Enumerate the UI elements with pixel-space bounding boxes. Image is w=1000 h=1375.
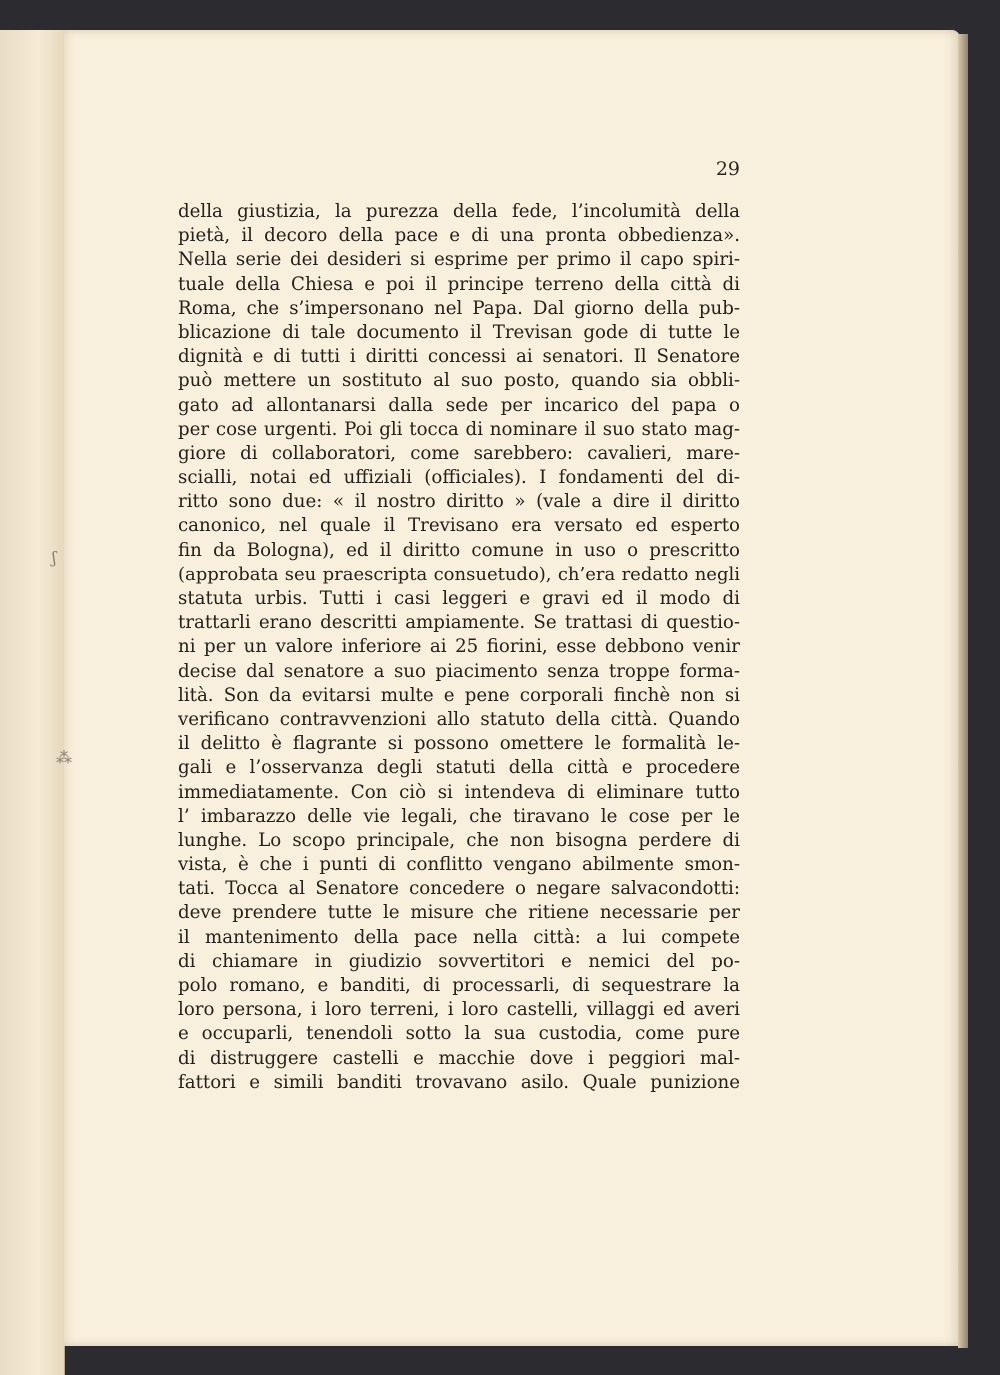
page-fore-edge: [958, 34, 968, 1348]
text-line: ni per un valore inferiore ai 25 fiorini, esse debbono venir: [178, 636, 740, 658]
left-page-edge: [0, 30, 65, 1375]
text-line: dignità e di tutti i diritti concessi ai senatori. Il Senatore: [178, 346, 740, 368]
page-number: 29: [715, 158, 740, 180]
margin-mark: ⁂: [56, 748, 72, 767]
text-line: scialli, notai ed uffiziali (officiales). I fondamenti del di-: [178, 467, 740, 489]
text-line: blicazione di tale documento il Trevisan gode di tutte le: [178, 321, 740, 343]
text-line: (approbata seu praescripta consuetudo), ch’era redatto negli: [178, 563, 740, 585]
text-line: gato ad allontanarsi dalla sede per incarico del papa o: [178, 394, 740, 416]
text-line: può mettere un sostituto al suo posto, quando sia obbli-: [178, 370, 740, 392]
text-line: tati. Tocca al Senatore concedere o negare salvacondotti:: [178, 878, 740, 900]
text-line: polo romano, e banditi, di processarli, di sequestrare la: [178, 975, 740, 996]
text-line: giore di collaboratori, come sarebbero: cavalieri, mare-: [178, 442, 740, 464]
text-line: di distruggere castelli e macchie dove i peggiori mal-: [178, 1047, 740, 1069]
text-line: l’ imbarazzo delle vie legali, che tiravano le cose per le: [178, 805, 740, 827]
text-line: per cose urgenti. Poi gli tocca di nominare il suo stato mag-: [178, 418, 740, 440]
text-line: gali e l’osservanza degli statuti della città e procedere: [178, 757, 740, 779]
text-line: ritto sono due: « il nostro diritto » (vale a dire il diritto: [178, 491, 740, 513]
margin-mark: ʃ: [52, 548, 57, 567]
text-line: trattarli erano descritti ampiamente. Se trattasi di questio-: [178, 612, 740, 634]
text-line: loro persona, i loro terreni, i loro castelli, villaggi ed averi: [178, 999, 740, 1021]
text-line: canonico, nel quale il Trevisano era versato ed esperto: [178, 515, 740, 537]
text-line: il mantenimento della pace nella città: a lui compete: [178, 926, 740, 948]
text-line: vista, è che i punti di conflitto vengano abilmente smon-: [178, 854, 740, 876]
text-line: tuale della Chiesa e poi il principe terreno della città di: [178, 273, 740, 295]
text-line: fin da Bologna), ed il diritto comune in uso o prescritto: [178, 539, 740, 561]
text-line: e occuparli, tenendoli sotto la sua custodia, come pure: [178, 1023, 740, 1045]
text-line: Roma, che s’impersonano nel Papa. Dal giorno della pub-: [178, 297, 740, 319]
text-line: lunghe. Lo scopo principale, che non bisogna perdere di: [178, 829, 740, 851]
text-line: statuta urbis. Tutti i casi leggeri e gravi ed il modo di: [178, 588, 740, 609]
text-line: lità. Son da evitarsi multe e pene corporali finchè non si: [178, 684, 740, 706]
text-line: verificano contravvenzioni allo statuto della città. Quando: [178, 708, 740, 730]
text-line: il delitto è flagrante si possono omettere le formalità le-: [178, 733, 740, 755]
body-text: [178, 200, 740, 1095]
text-line: fattori e simili banditi trovavano asilo. Quale punizione: [178, 1071, 740, 1093]
text-line: deve prendere tutte le misure che ritiene necessarie per: [178, 902, 740, 924]
text-line: pietà, il decoro della pace e di una pronta obbedienza».: [178, 225, 740, 247]
text-line: Nella serie dei desideri si esprime per primo il capo spiri-: [178, 249, 740, 271]
text-line: della giustizia, la purezza della fede, l’incolumità della: [178, 201, 740, 222]
text-line: immediatamente. Con ciò si intendeva di eliminare tutto: [178, 781, 740, 803]
text-line: decise dal senatore a suo piacimento senza troppe forma-: [178, 660, 740, 682]
text-line: di chiamare in giudizio sovvertitori e nemici del po-: [178, 950, 740, 972]
